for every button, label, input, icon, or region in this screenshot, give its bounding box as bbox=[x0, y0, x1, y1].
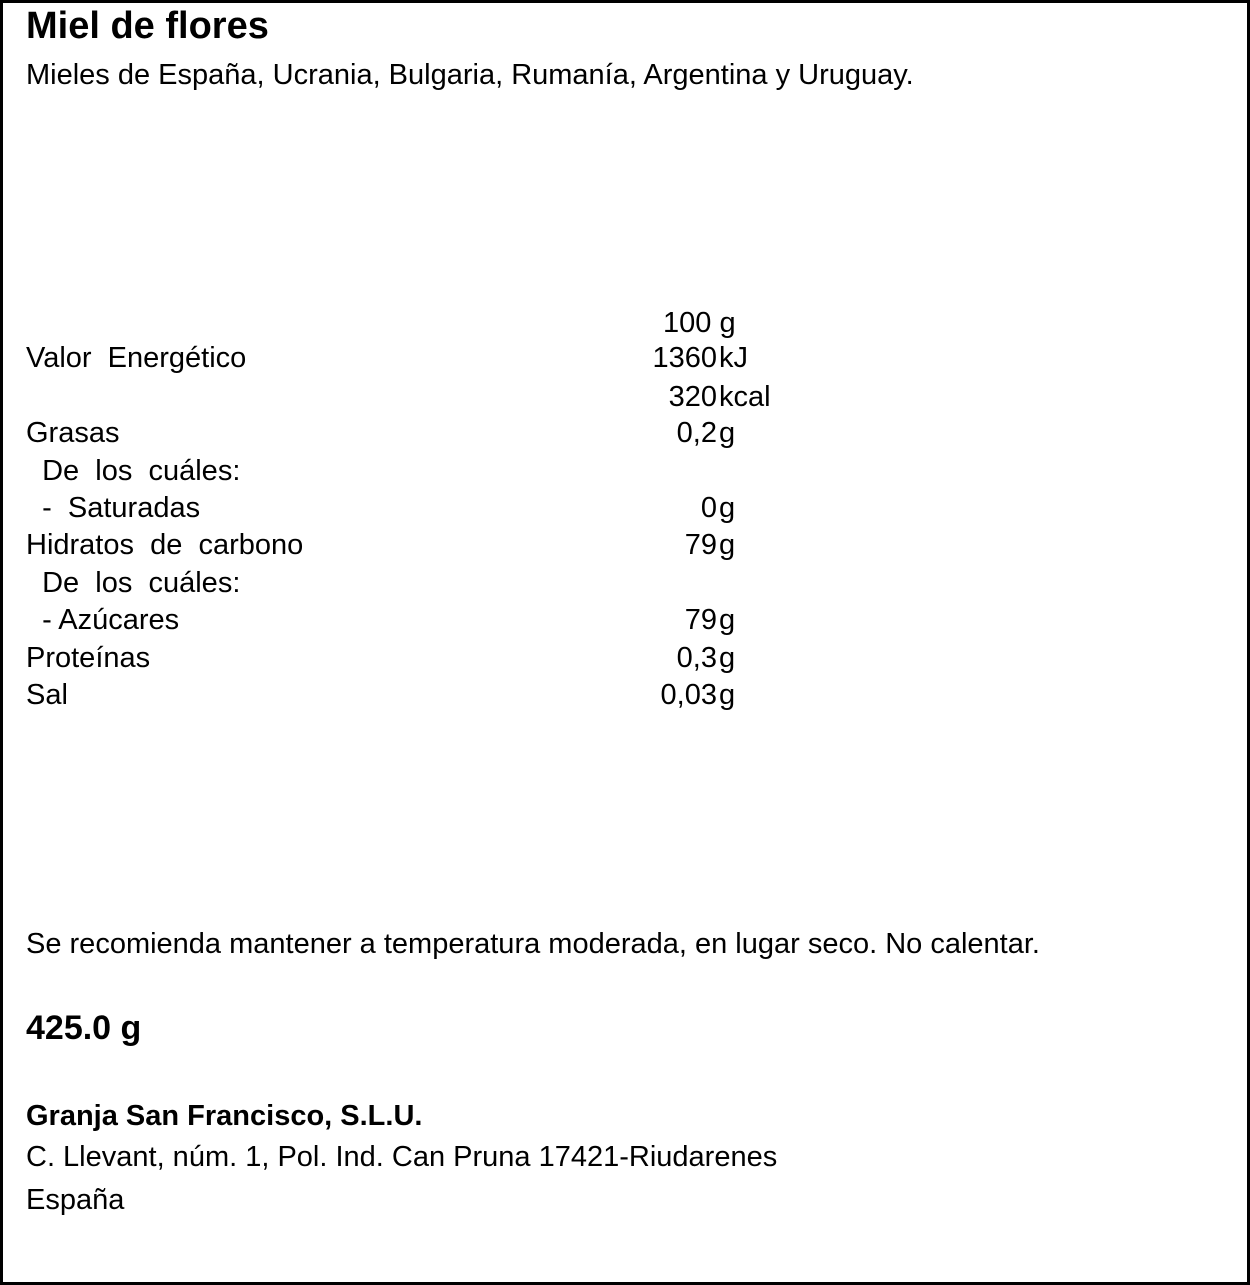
nutrition-label-sugars: - Azúcares bbox=[26, 604, 180, 636]
nutrition-unit-sugars: g bbox=[719, 604, 736, 636]
nutrition-label-saturated: - Saturadas bbox=[26, 492, 201, 524]
nutrition-unit-fat: g bbox=[719, 417, 736, 449]
product-origin: Mieles de España, Ucrania, Bulgaria, Rumanía, Argentina y Uruguay. bbox=[26, 59, 914, 91]
company-country: España bbox=[26, 1184, 125, 1216]
nutrition-value-energy-kcal: 320 bbox=[668, 381, 717, 413]
nutrition-value-sugars: 79 bbox=[684, 604, 717, 636]
nutrition-value-salt: 0,03 bbox=[660, 679, 717, 711]
storage-instructions: Se recomienda mantener a temperatura moderada, en lugar seco. No calentar. bbox=[26, 928, 1040, 960]
nutrition-label-of-which-fat: De los cuáles: bbox=[26, 455, 241, 487]
company-address: C. Llevant, núm. 1, Pol. Ind. Can Pruna 17421-Riudarenes bbox=[26, 1141, 778, 1173]
nutrition-value-saturated: 0 bbox=[700, 492, 717, 524]
nutrition-value-protein: 0,3 bbox=[676, 642, 717, 674]
nutrition-value-energy-kj: 1360 bbox=[652, 342, 717, 374]
nutrition-value-fat: 0,2 bbox=[676, 417, 717, 449]
nutrition-label-salt: Sal bbox=[26, 679, 68, 711]
nutrition-label-protein: Proteínas bbox=[26, 642, 151, 674]
company-name: Granja San Francisco, S.L.U. bbox=[26, 1100, 423, 1132]
nutrition-label-energy: Valor Energético bbox=[26, 342, 247, 374]
net-weight: 425.0 g bbox=[26, 1009, 142, 1047]
nutrition-label-carbs: Hidratos de carbono bbox=[26, 529, 304, 561]
nutrition-label-fat: Grasas bbox=[26, 417, 120, 449]
nutrition-unit-saturated: g bbox=[719, 492, 736, 524]
nutrition-unit-carbs: g bbox=[719, 529, 736, 561]
nutrition-header: 100 g bbox=[663, 307, 736, 339]
product-title: Miel de flores bbox=[26, 5, 269, 47]
nutrition-label-of-which-carbs: De los cuáles: bbox=[26, 567, 241, 599]
nutrition-value-carbs: 79 bbox=[684, 529, 717, 561]
nutrition-unit-salt: g bbox=[719, 679, 736, 711]
nutrition-unit-energy-kj: kJ bbox=[719, 342, 748, 374]
nutrition-unit-protein: g bbox=[719, 642, 736, 674]
nutrition-unit-energy-kcal: kcal bbox=[719, 381, 771, 413]
